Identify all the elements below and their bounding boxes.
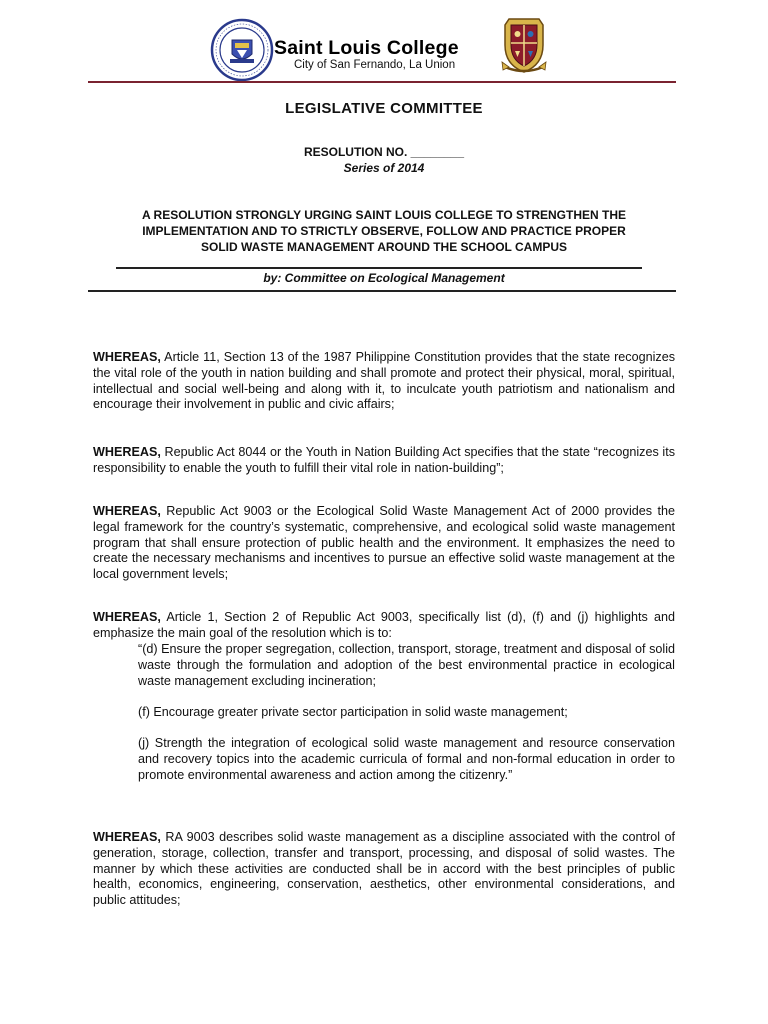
committee-heading: LEGISLATIVE COMMITTEE xyxy=(285,100,483,117)
whereas-label: WHEREAS, xyxy=(93,504,161,518)
letterhead-divider xyxy=(88,81,676,83)
resolution-title xyxy=(90,207,678,255)
title-underline xyxy=(116,267,642,269)
whereas-paragraph xyxy=(93,445,675,477)
paragraph-text: Article 11, Section 13 of the 1987 Philippine Constitution provides that the state recognizes the vital role of the youth in nation building and shall promote and protect their physical, moral, spiritual, intellectual and social well-being and along with it, to inculcate youth patriotism and nationalism and encourage their involvement in public and civic affairs; xyxy=(93,350,675,412)
whereas-paragraph xyxy=(93,610,675,642)
college-city: City of San Fernando, La Union xyxy=(294,59,456,71)
whereas-label: WHEREAS, xyxy=(93,830,161,844)
title-line: IMPLEMENTATION AND TO STRICTLY OBSERVE, FOLLOW AND PRACTICE PROPER xyxy=(142,224,626,238)
college-crest-icon xyxy=(499,15,549,75)
resolution-number: RESOLUTION NO. ________ xyxy=(303,145,465,159)
byline-divider xyxy=(88,290,676,292)
paragraph-text: RA 9003 describes solid waste management as a discipline associated with the control of generation, storage, collection, transfer and transport, processing, and disposal of solid wastes. The manner by which these activities are conducted shall be in accord with the best principles of public health, economics, engineering, conservation, aesthetics, other environmental considerations, and public attitudes; xyxy=(93,830,675,908)
quoted-provision: (j) Strength the integration of ecological solid waste management and resource conservation and recovery topics into the academic curricula of formal and non-formal education in order to promote environmental awareness and action among the citizenry.” xyxy=(138,736,675,782)
whereas-paragraph xyxy=(93,350,675,413)
quoted-provision: (f) Encourage greater private sector participation in solid waste management; xyxy=(138,705,568,719)
whereas-paragraph xyxy=(93,504,675,583)
letterhead xyxy=(0,12,768,82)
paragraph-text: Republic Act 8044 or the Youth in Nation Building Act specifies that the state “recognizes its responsibility to enable the youth to fulfill their vital role in nation-building”; xyxy=(93,445,675,475)
quoted-provision: “(d) Ensure the proper segregation, collection, transport, storage, treatment and disposal of solid waste through the formulation and adoption of the best environmental practice in ecological waste management excluding incineration; xyxy=(138,642,675,688)
college-seal-icon xyxy=(210,18,274,82)
whereas-label: WHEREAS, xyxy=(93,610,161,624)
whereas-paragraph xyxy=(93,830,675,909)
paragraph-text: Republic Act 9003 or the Ecological Solid Waste Management Act of 2000 provides the legal framework for the country’s systematic, comprehensive, and ecological solid waste management program that shall ensure protection of public health and the environment. It emphasizes the need to create the necessary mechanisms and incentives to pursue an effective solid waste management at the local government levels; xyxy=(93,504,675,582)
resolution-series: Series of 2014 xyxy=(343,161,425,175)
title-line: A RESOLUTION STRONGLY URGING SAINT LOUIS COLLEGE TO STRENGTHEN THE xyxy=(141,208,627,222)
whereas-label: WHEREAS, xyxy=(93,445,161,459)
college-name: Saint Louis College xyxy=(274,37,459,59)
paragraph-text: Article 1, Section 2 of Republic Act 9003, specifically list (d), (f) and (j) highlights and emphasize the main goal of the resolution which is to: xyxy=(93,610,675,640)
byline: by: Committee on Ecological Management xyxy=(263,271,505,285)
whereas-label: WHEREAS, xyxy=(93,350,161,364)
title-line: SOLID WASTE MANAGEMENT AROUND THE SCHOOL CAMPUS xyxy=(200,240,567,254)
